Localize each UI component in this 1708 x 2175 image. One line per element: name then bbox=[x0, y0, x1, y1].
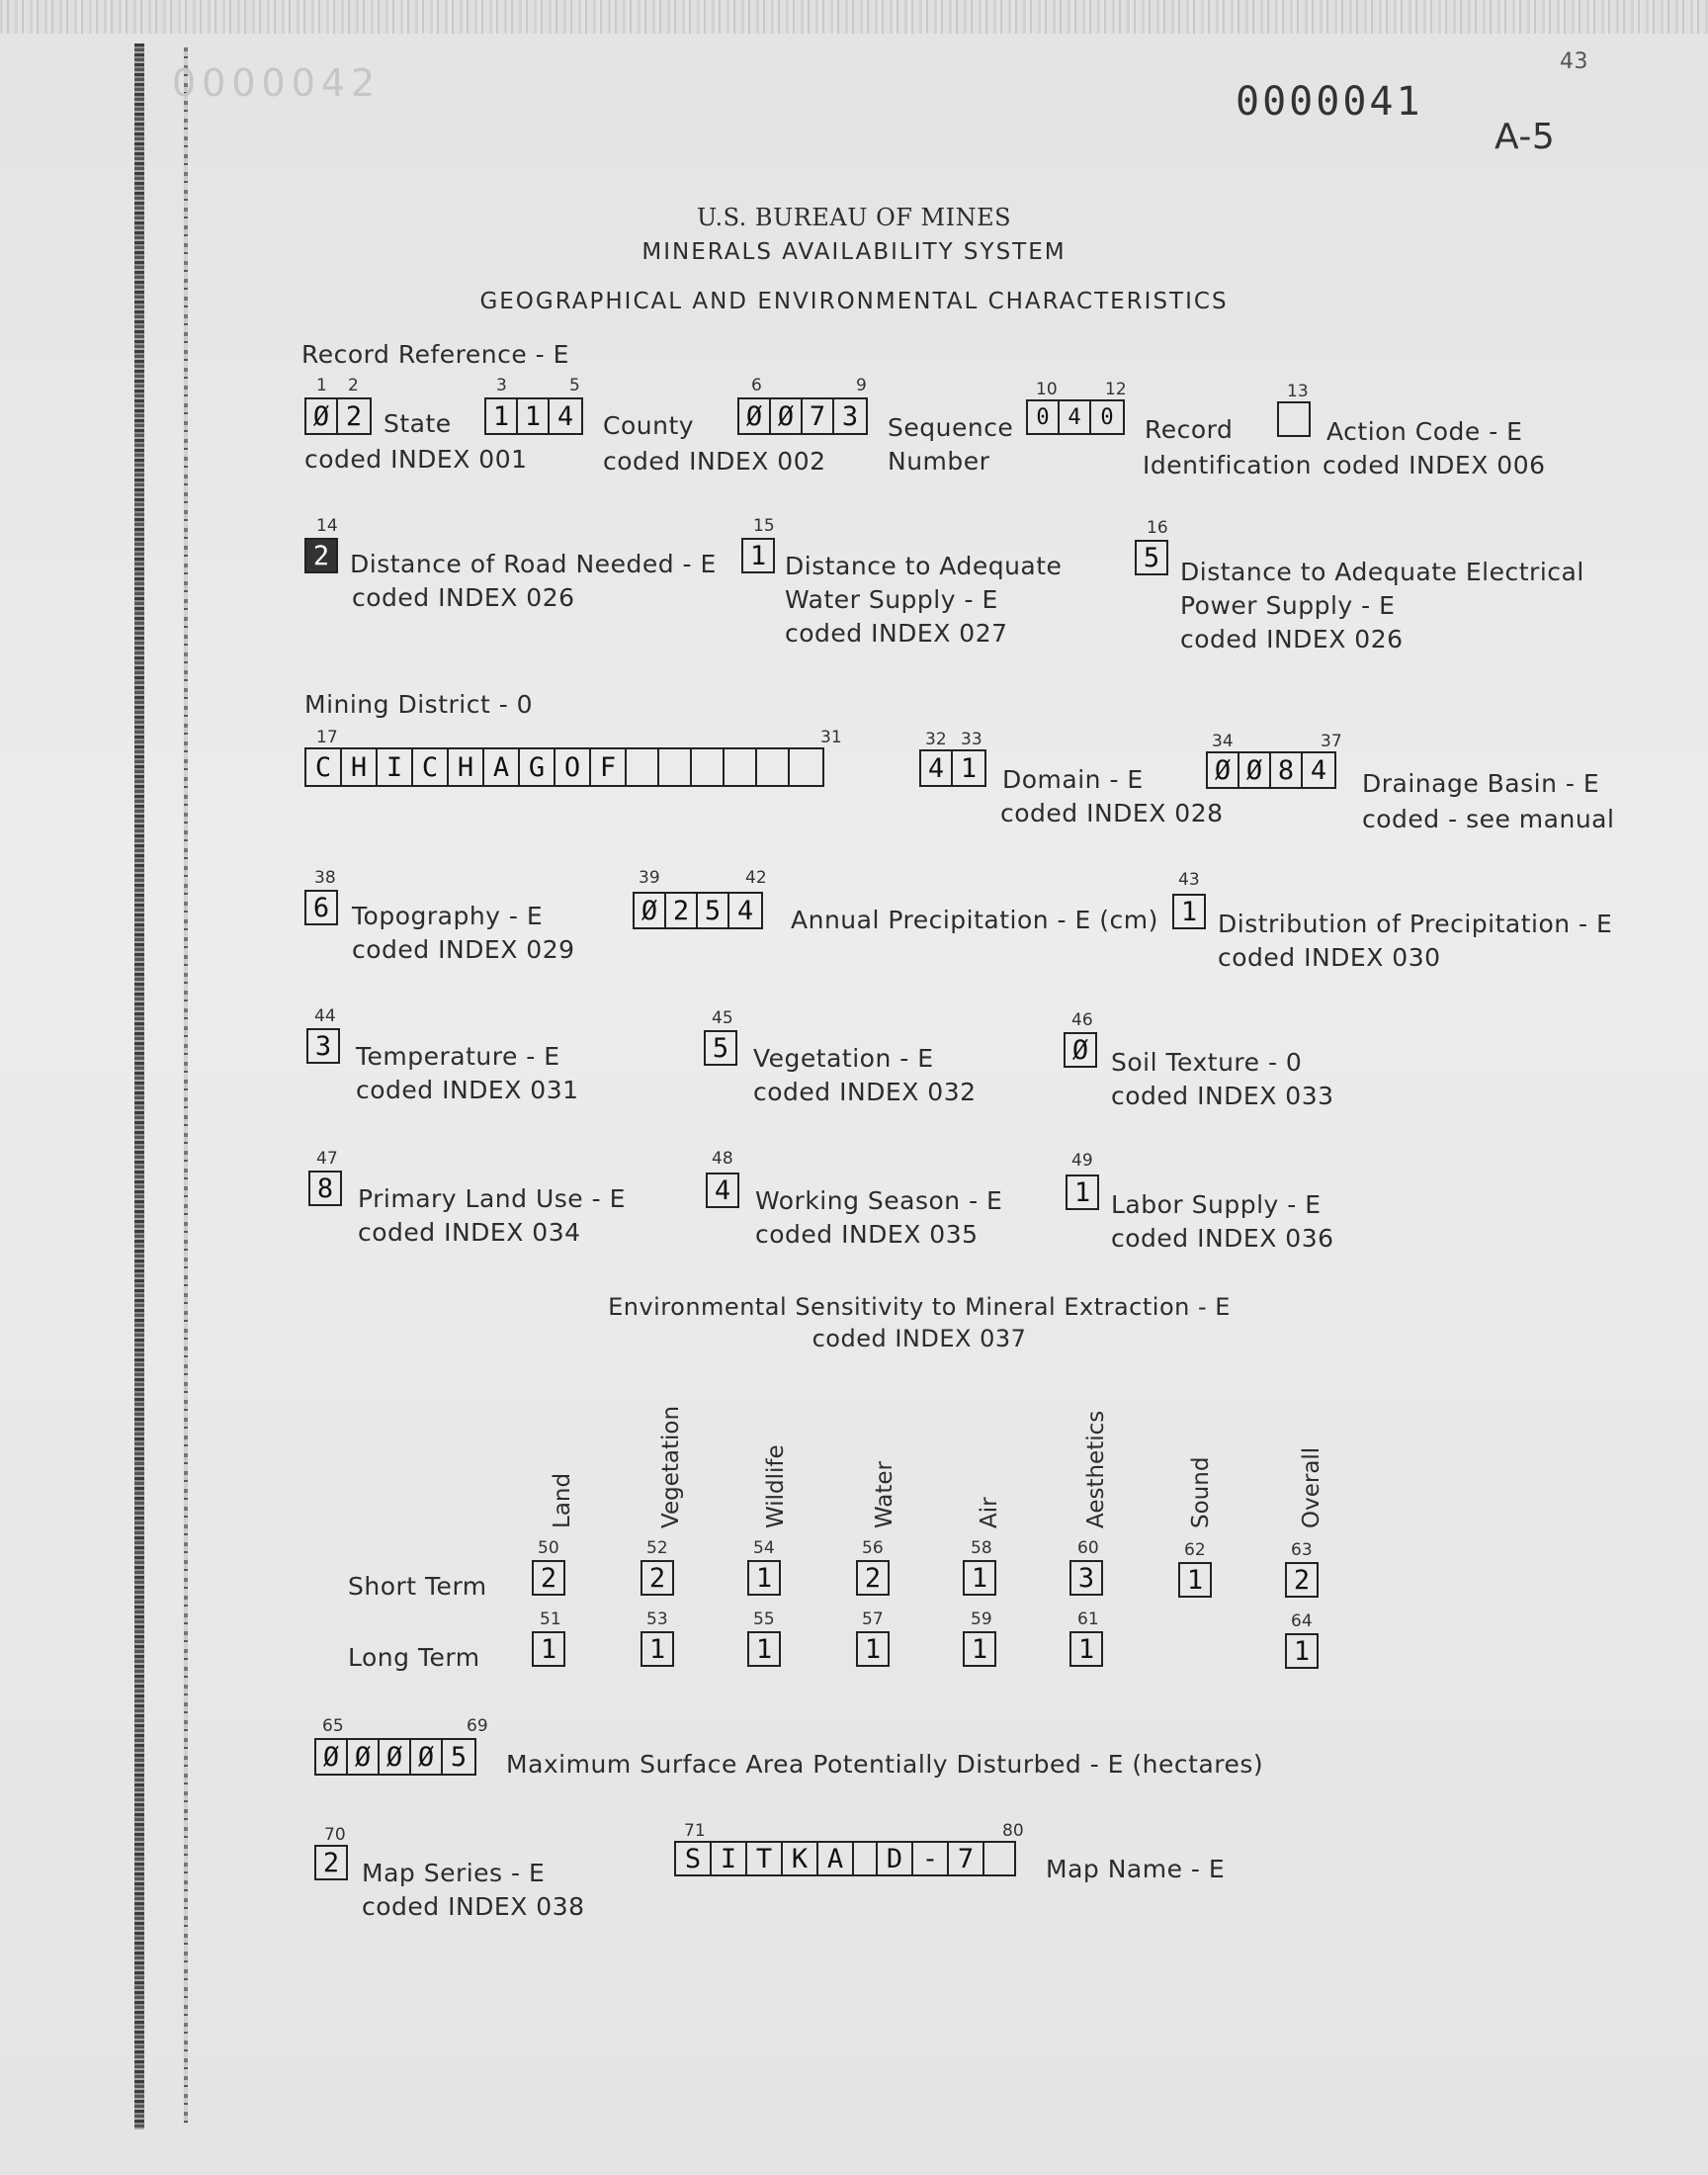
mining-district-boxes[interactable] bbox=[304, 747, 824, 787]
record-reference-heading: Record Reference - E bbox=[301, 340, 569, 369]
short-term-overall-box[interactable]: 2 bbox=[1285, 1562, 1319, 1598]
map-series-index: coded INDEX 038 bbox=[362, 1892, 585, 1921]
drainage-basin-index: coded - see manual bbox=[1362, 805, 1615, 833]
surface-area-label: Maximum Surface Area Potentially Disturbed - E (hectares) bbox=[506, 1750, 1264, 1779]
col-number: 17 bbox=[316, 728, 338, 747]
col-number: 65 bbox=[322, 1716, 344, 1736]
col-number: 49 bbox=[1071, 1151, 1093, 1171]
col-number: 71 bbox=[684, 1821, 706, 1841]
col-number: 5 bbox=[569, 376, 580, 395]
topography-index: coded INDEX 029 bbox=[352, 935, 575, 964]
sequence-code-boxes[interactable] bbox=[737, 397, 868, 435]
labor-supply-label: Labor Supply - E bbox=[1111, 1190, 1322, 1219]
drainage-basin-boxes[interactable] bbox=[1206, 751, 1336, 789]
code-cell bbox=[984, 1843, 1014, 1874]
vegetation-box[interactable]: 5 bbox=[704, 1030, 737, 1066]
code-cell: 0 bbox=[1028, 401, 1060, 433]
col-number: 31 bbox=[820, 728, 842, 747]
domain-boxes[interactable] bbox=[919, 749, 986, 787]
long-term-label: Long Term bbox=[348, 1643, 480, 1672]
short-term-land-box[interactable]: 2 bbox=[532, 1560, 565, 1596]
code-cell bbox=[854, 1843, 878, 1874]
sensitivity-heading: Environmental Sensitivity to Mineral Extraction - E bbox=[608, 1293, 1231, 1321]
col-number: 54 bbox=[753, 1538, 775, 1558]
power-supply-index: coded INDEX 026 bbox=[1180, 625, 1404, 653]
road-needed-index: coded INDEX 026 bbox=[352, 583, 575, 612]
short-term-wildlife-box[interactable]: 1 bbox=[747, 1560, 781, 1596]
land-use-index: coded INDEX 034 bbox=[358, 1218, 581, 1247]
temperature-index: coded INDEX 031 bbox=[356, 1076, 579, 1104]
col-number: 57 bbox=[862, 1610, 884, 1629]
col-number: 16 bbox=[1147, 518, 1168, 538]
code-cell: 0 bbox=[1100, 404, 1114, 430]
col-number: 59 bbox=[971, 1610, 992, 1629]
topography-label: Topography - E bbox=[352, 902, 544, 930]
surface-area-boxes[interactable] bbox=[314, 1738, 476, 1776]
col-number: 50 bbox=[538, 1538, 559, 1558]
col-number: 43 bbox=[1178, 870, 1200, 890]
record-id-boxes[interactable] bbox=[1026, 399, 1125, 435]
domain-label: Domain - E bbox=[1002, 765, 1144, 794]
short-term-aesthetics-box[interactable]: 3 bbox=[1069, 1560, 1103, 1596]
code-cell: - bbox=[913, 1843, 949, 1874]
sensitivity-column-label: Vegetation bbox=[658, 1405, 684, 1528]
sensitivity-column-label: Sound bbox=[1188, 1456, 1214, 1528]
code-cell: I bbox=[378, 749, 413, 785]
col-number: 3 bbox=[496, 376, 507, 395]
power-supply-label1: Distance to Adequate Electrical bbox=[1180, 558, 1584, 586]
action-code-box[interactable] bbox=[1277, 401, 1311, 437]
code-cell: 4 bbox=[736, 895, 754, 926]
short-term-air-box[interactable]: 1 bbox=[963, 1560, 996, 1596]
code-cell: T bbox=[747, 1843, 783, 1874]
code-cell: K bbox=[783, 1843, 818, 1874]
action-label: Action Code - E bbox=[1326, 417, 1523, 446]
precipitation-boxes[interactable] bbox=[633, 892, 763, 929]
code-cell: Ø bbox=[348, 1740, 380, 1774]
code-cell: H bbox=[342, 749, 378, 785]
long-term-air-box[interactable]: 1 bbox=[963, 1631, 996, 1667]
agency-name: U.S. BUREAU OF MINES bbox=[696, 204, 1012, 231]
map-name-label: Map Name - E bbox=[1046, 1855, 1226, 1883]
record-label: Record bbox=[1145, 415, 1234, 444]
precip-distribution-index: coded INDEX 030 bbox=[1218, 943, 1441, 972]
sensitivity-column-label: Land bbox=[550, 1472, 575, 1528]
soil-texture-label: Soil Texture - 0 bbox=[1111, 1048, 1303, 1077]
short-term-water-box[interactable]: 2 bbox=[856, 1560, 890, 1596]
scan-left-edge-inner bbox=[184, 47, 188, 2124]
col-number: 58 bbox=[971, 1538, 992, 1558]
county-index: coded INDEX 002 bbox=[603, 447, 826, 476]
col-number: 63 bbox=[1291, 1540, 1313, 1560]
sensitivity-column-label: Water bbox=[872, 1461, 897, 1528]
col-number: 38 bbox=[314, 868, 336, 888]
working-season-index: coded INDEX 035 bbox=[755, 1220, 979, 1249]
code-cell: Ø bbox=[306, 399, 338, 433]
code-cell: H bbox=[449, 749, 484, 785]
ghost-doc-number: 0000042 bbox=[172, 61, 382, 105]
col-number: 10 bbox=[1036, 380, 1058, 399]
col-number: 39 bbox=[639, 868, 660, 888]
col-number: 37 bbox=[1321, 732, 1342, 751]
code-cell: 5 bbox=[450, 1741, 468, 1773]
code-cell: S bbox=[676, 1843, 712, 1874]
code-cell: F bbox=[591, 749, 627, 785]
doc-number: 0000041 bbox=[1236, 79, 1423, 125]
sensitivity-column-label: Air bbox=[977, 1497, 1002, 1528]
col-number: 69 bbox=[467, 1716, 488, 1736]
state-label: State bbox=[384, 409, 452, 438]
scan-top-edge bbox=[0, 0, 1708, 34]
map-name-boxes[interactable] bbox=[674, 1841, 1016, 1876]
code-cell: Ø bbox=[771, 399, 803, 433]
code-cell: 1 bbox=[960, 752, 978, 784]
sensitivity-index: coded INDEX 037 bbox=[811, 1325, 1027, 1352]
col-number: 51 bbox=[540, 1610, 561, 1629]
soil-texture-index: coded INDEX 033 bbox=[1111, 1082, 1334, 1110]
sensitivity-column-label: Wildlife bbox=[763, 1444, 789, 1528]
col-number: 48 bbox=[712, 1149, 733, 1169]
col-number: 12 bbox=[1105, 380, 1127, 399]
long-term-water-box[interactable]: 1 bbox=[856, 1631, 890, 1667]
scan-left-edge bbox=[134, 44, 144, 2130]
power-supply-label2: Power Supply - E bbox=[1180, 591, 1396, 620]
code-cell: 4 bbox=[1060, 401, 1091, 433]
precip-distribution-box[interactable]: 1 bbox=[1172, 894, 1206, 929]
code-cell: Ø bbox=[411, 1740, 443, 1774]
code-cell: Ø bbox=[1239, 753, 1271, 787]
code-cell: 7 bbox=[949, 1843, 984, 1874]
col-number: 6 bbox=[751, 376, 762, 395]
long-term-vegetation-box[interactable]: 1 bbox=[640, 1631, 674, 1667]
map-series-box[interactable]: 2 bbox=[314, 1845, 348, 1880]
short-term-sound-box[interactable]: 1 bbox=[1178, 1562, 1212, 1598]
col-number: 52 bbox=[646, 1538, 668, 1558]
col-number: 2 bbox=[348, 376, 359, 395]
col-number: 56 bbox=[862, 1538, 884, 1558]
code-cell: C bbox=[413, 749, 449, 785]
code-cell bbox=[627, 749, 659, 785]
long-term-wildlife-box[interactable]: 1 bbox=[747, 1631, 781, 1667]
col-number: 64 bbox=[1291, 1611, 1313, 1631]
long-term-overall-box[interactable]: 1 bbox=[1285, 1633, 1319, 1669]
col-number: 42 bbox=[745, 868, 767, 888]
soil-texture-box[interactable]: Ø bbox=[1064, 1032, 1097, 1068]
code-cell: 4 bbox=[556, 400, 574, 432]
state-code-boxes[interactable] bbox=[304, 397, 372, 435]
vegetation-index: coded INDEX 032 bbox=[753, 1078, 977, 1106]
working-season-label: Working Season - E bbox=[755, 1186, 1003, 1215]
sequence-sub: Number bbox=[888, 447, 990, 476]
power-supply-box[interactable]: 5 bbox=[1135, 540, 1168, 575]
col-number: 47 bbox=[316, 1149, 338, 1169]
water-supply-label1: Distance to Adequate bbox=[785, 552, 1063, 580]
code-cell bbox=[725, 749, 757, 785]
land-use-label: Primary Land Use - E bbox=[358, 1184, 626, 1213]
short-term-vegetation-box[interactable]: 2 bbox=[640, 1560, 674, 1596]
code-cell bbox=[692, 749, 725, 785]
record-sub: Identification bbox=[1143, 451, 1312, 479]
code-cell: 2 bbox=[666, 894, 698, 927]
code-cell: 7 bbox=[803, 399, 834, 433]
col-number: 60 bbox=[1077, 1538, 1099, 1558]
sensitivity-column-label: Overall bbox=[1299, 1446, 1324, 1528]
precipitation-label: Annual Precipitation - E (cm) bbox=[791, 906, 1158, 934]
col-number: 62 bbox=[1184, 1540, 1206, 1560]
domain-index: coded INDEX 028 bbox=[1000, 799, 1224, 827]
code-cell: O bbox=[555, 749, 591, 785]
code-cell: Ø bbox=[380, 1740, 411, 1774]
col-number: 61 bbox=[1077, 1610, 1099, 1629]
col-number: 44 bbox=[314, 1006, 336, 1026]
code-cell: 4 bbox=[1310, 754, 1327, 786]
code-cell: Ø bbox=[316, 1740, 348, 1774]
county-code-boxes[interactable] bbox=[484, 397, 583, 435]
code-cell bbox=[659, 749, 692, 785]
land-use-box[interactable]: 8 bbox=[308, 1171, 342, 1206]
code-cell: 3 bbox=[841, 400, 859, 432]
col-number: 55 bbox=[753, 1610, 775, 1629]
code-cell: 4 bbox=[921, 751, 953, 785]
page-title: GEOGRAPHICAL AND ENVIRONMENTAL CHARACTERISTICS bbox=[479, 289, 1229, 314]
mining-district-heading: Mining District - 0 bbox=[304, 690, 534, 719]
labor-supply-box[interactable]: 1 bbox=[1066, 1174, 1099, 1210]
col-number: 32 bbox=[925, 730, 947, 749]
code-cell bbox=[790, 749, 822, 785]
system-name: MINERALS AVAILABILITY SYSTEM bbox=[641, 239, 1067, 265]
code-cell: Ø bbox=[1208, 753, 1239, 787]
col-number: 45 bbox=[712, 1008, 733, 1028]
water-supply-box[interactable]: 1 bbox=[741, 538, 775, 573]
road-needed-label: Distance of Road Needed - E bbox=[350, 550, 717, 578]
state-index: coded INDEX 001 bbox=[304, 445, 528, 474]
code-cell: 2 bbox=[345, 400, 363, 432]
temperature-box[interactable]: 3 bbox=[306, 1028, 340, 1064]
code-cell bbox=[757, 749, 790, 785]
col-number: 15 bbox=[753, 516, 775, 536]
code-cell: I bbox=[712, 1843, 747, 1874]
col-number: 33 bbox=[961, 730, 982, 749]
form-id: A-5 bbox=[1494, 117, 1556, 157]
code-cell: 1 bbox=[486, 399, 518, 433]
precip-distribution-label: Distribution of Precipitation - E bbox=[1218, 910, 1613, 938]
col-number: 80 bbox=[1002, 1821, 1024, 1841]
action-index: coded INDEX 006 bbox=[1323, 451, 1546, 479]
col-number: 34 bbox=[1212, 732, 1234, 751]
code-cell: Ø bbox=[739, 399, 771, 433]
county-label: County bbox=[603, 411, 695, 440]
col-number: 9 bbox=[856, 376, 867, 395]
short-term-label: Short Term bbox=[348, 1572, 487, 1601]
col-number: 1 bbox=[316, 376, 327, 395]
code-cell: D bbox=[878, 1843, 913, 1874]
working-season-box[interactable]: 4 bbox=[706, 1173, 739, 1208]
vegetation-label: Vegetation - E bbox=[753, 1044, 934, 1073]
code-cell: Ø bbox=[635, 894, 666, 927]
water-supply-index: coded INDEX 027 bbox=[785, 619, 1008, 648]
col-number: 46 bbox=[1071, 1010, 1093, 1030]
topography-box[interactable]: 6 bbox=[304, 890, 338, 925]
water-supply-label2: Water Supply - E bbox=[785, 585, 998, 614]
col-number: 14 bbox=[316, 516, 338, 536]
long-term-land-box[interactable]: 1 bbox=[532, 1631, 565, 1667]
col-number: 53 bbox=[646, 1610, 668, 1629]
sensitivity-column-label: Aesthetics bbox=[1083, 1410, 1109, 1528]
code-cell: C bbox=[306, 749, 342, 785]
sequence-label: Sequence bbox=[888, 413, 1014, 442]
page-number: 43 bbox=[1560, 49, 1588, 74]
col-number: 13 bbox=[1287, 382, 1309, 401]
code-cell: 1 bbox=[518, 399, 550, 433]
road-needed-box[interactable]: 2 bbox=[304, 538, 338, 573]
long-term-aesthetics-box[interactable]: 1 bbox=[1069, 1631, 1103, 1667]
col-number: 70 bbox=[324, 1825, 346, 1845]
code-cell: 8 bbox=[1271, 753, 1303, 787]
code-cell: A bbox=[484, 749, 520, 785]
drainage-basin-label: Drainage Basin - E bbox=[1362, 769, 1600, 798]
labor-supply-index: coded INDEX 036 bbox=[1111, 1224, 1334, 1253]
temperature-label: Temperature - E bbox=[356, 1042, 560, 1071]
code-cell: G bbox=[520, 749, 555, 785]
map-series-label: Map Series - E bbox=[362, 1859, 546, 1887]
code-cell: 5 bbox=[698, 894, 729, 927]
code-cell: A bbox=[818, 1843, 854, 1874]
